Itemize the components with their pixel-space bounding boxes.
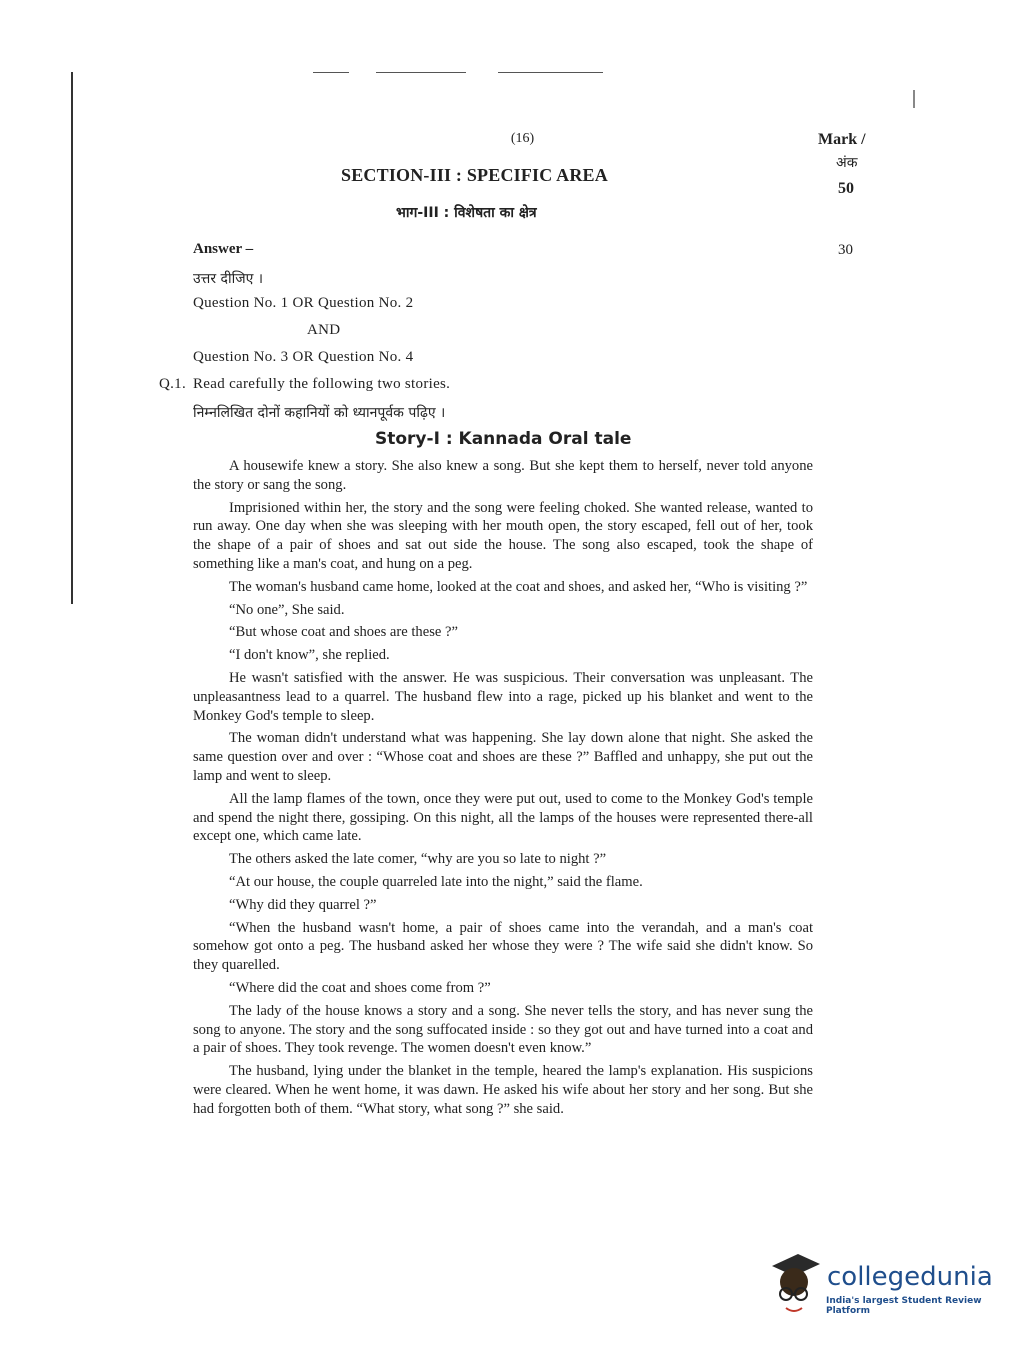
scan-top-line [498, 72, 603, 73]
and-label: AND [307, 322, 341, 338]
mark-label-hindi: अंक [836, 155, 858, 171]
story-paragraph: The husband, lying under the blanket in the temple, heared the lamp's explanation. His suspicions were cleared. When he went home, it was dawn. He asked his wife about her story and her song. But she had forgotten both of them. “What story, what song ?” she said. [193, 1063, 813, 1117]
scan-top-line [376, 72, 466, 73]
question-text: Read carefully the following two stories. [193, 376, 451, 392]
section-title-hindi: भाग-III : विशेषता का क्षेत्र [396, 205, 537, 221]
story-paragraph: “No one”, She said. [229, 601, 345, 618]
story-paragraph: He wasn't satisfied with the answer. He was suspicious. Their conversation was unpleasant. The unpleasantness lead to a quarrel. The husband flew into a rage, picked up his blanket and went to the Monkey God's temple to sleep. [193, 669, 813, 724]
story-paragraph: The lady of the house knows a story and a song. She never tells the story, and has never sung the song to anyone. The story and the song suffocated inside : so they got out and have turned into a coat and a pair of shoes. They took revenge. The women doesn't even know.” [193, 1002, 813, 1057]
scan-speck [913, 90, 915, 108]
story-paragraph: The woman's husband came home, looked at the coat and shoes, and asked her, “Who is visiting ?” [229, 578, 808, 595]
story-body [193, 457, 813, 1123]
story-paragraph: “At our house, the couple quarreled late into the night,” said the flame. [229, 873, 643, 890]
story-title: Story-I : Kannada Oral tale [375, 429, 632, 449]
question-choice-1: Question No. 1 OR Question No. 2 [193, 295, 414, 311]
story-paragraph: The woman didn't understand what was happening. She lay down alone that night. She asked the same question over and over : “Whose coat and shoes are these ?” Baffled and unhappy, she put out the lamp and went to sleep. [193, 730, 813, 784]
story-paragraph: “But whose coat and shoes are these ?” [229, 624, 458, 641]
answer-hindi: उत्तर दीजिए । [193, 271, 264, 287]
brand-name: collegedunia [827, 1262, 993, 1292]
story-paragraph: The others asked the late comer, “why are you so late to night ?” [229, 851, 607, 868]
section-title: SECTION-III : SPECIFIC AREA [341, 165, 608, 185]
story-paragraph: “Where did the coat and shoes come from ?” [229, 979, 491, 996]
answer-label: Answer – [193, 241, 254, 257]
mark-label: Mark / [818, 131, 866, 148]
answer-marks: 30 [838, 242, 853, 258]
story-paragraph: “Why did they quarrel ?” [229, 896, 377, 913]
question-number: Q.1. [159, 376, 187, 392]
mascot-icon [768, 1252, 824, 1316]
mark-total: 50 [838, 180, 854, 197]
story-paragraph: Imprisioned within her, the story and the song were feeling choked. She wanted release, wanted to run away. One day when she was sleeping with her mouth open, the story escaped, fell out of her, took the shape of a pair of shoes and sat out side the house. The song also escaped, took the shape of something like a man's coat, and hung on a peg. [193, 499, 813, 572]
page-number: (16) [510, 131, 535, 146]
brand-tagline: India's largest Student Review Platform [826, 1296, 982, 1316]
story-paragraph: All the lamp flames of the town, once they were put out, used to come to the Monkey God's temple and spend the night there, gossiping. On this night, all the lamps of the houses were represented there-all except one, which came late. [193, 790, 813, 845]
scan-top-line [313, 72, 349, 73]
question-choice-2: Question No. 3 OR Question No. 4 [193, 349, 414, 365]
question-text-hindi: निम्नलिखित दोनों कहानियों को ध्यानपूर्वक पढ़िए । [193, 405, 446, 421]
story-paragraph: A housewife knew a story. She also knew a song. But she kept them to herself, never told anyone the story or sang the song. [193, 458, 813, 493]
story-paragraph: “When the husband wasn't home, a pair of shoes came into the verandah, and a man's coat somehow got onto a peg. The husband asked her whose they were ? The wife said she didn't know. So they quarelled. [193, 919, 813, 974]
story-paragraph: “I don't know”, she replied. [229, 647, 390, 664]
scan-margin-line [71, 72, 73, 604]
